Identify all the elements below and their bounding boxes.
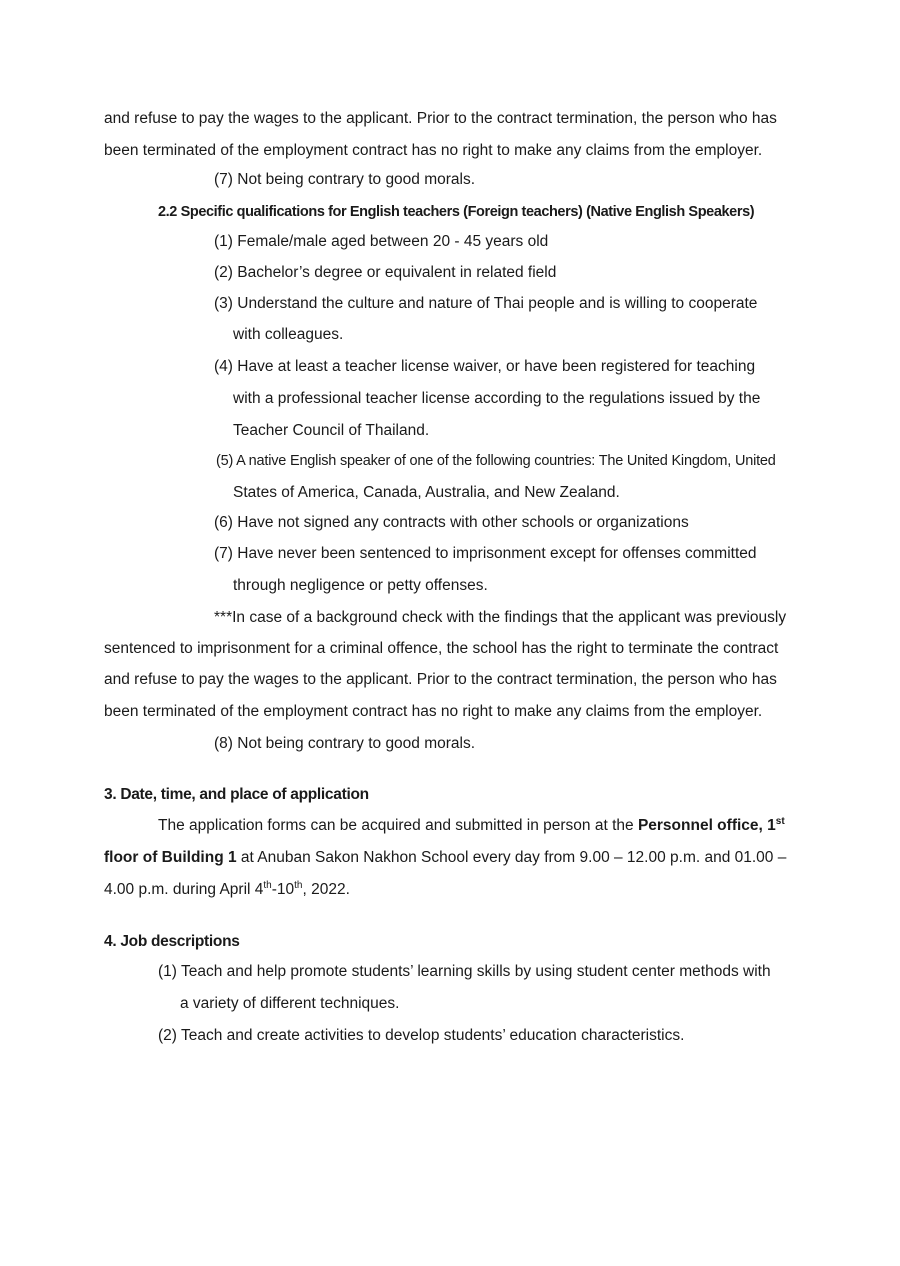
list-item: (7) Have never been sentenced to imprisonment except for offenses committed [214, 545, 757, 562]
note-line: and refuse to pay the wages to the applicant. Prior to the contract termination, the person who has [104, 671, 777, 688]
section-heading: 2.2 Specific qualifications for English teachers (Foreign teachers) (Native English Speakers) [158, 204, 755, 220]
office-location: Personnel office, 1 [637, 817, 776, 834]
section-heading: 3. Date, time, and place of application [104, 786, 369, 803]
list-item: (7) Not being contrary to good morals. [214, 171, 476, 188]
paragraph-line [104, 848, 786, 868]
building-location: floor of Building 1 [104, 849, 237, 866]
list-item: (2) Bachelor’s degree or equivalent in related field [214, 264, 557, 281]
paragraph-line [158, 816, 785, 836]
note-line: sentenced to imprisonment for a criminal offence, the school has the right to terminate the contract [104, 640, 779, 657]
list-item-continuation: with a professional teacher license according to the regulations issued by the [233, 390, 761, 407]
list-item: (2) Teach and create activities to develop students’ education characteristics. [158, 1027, 685, 1044]
paragraph-line [104, 880, 350, 900]
list-item-continuation: through negligence or petty offenses. [233, 577, 488, 594]
note-line: ***In case of a background check with the findings that the applicant was previously [214, 609, 787, 626]
paragraph-text: , 2022. [302, 881, 350, 898]
ordinal-suffix: th [294, 879, 303, 891]
paragraph-text: The application forms can be acquired and submitted in person at the [158, 817, 638, 834]
ordinal-suffix: th [263, 879, 272, 891]
paragraph-text: at Anuban Sakon Nakhon School every day from 9.00 – 12.00 p.m. and 01.00 – [236, 849, 787, 866]
note-line: been terminated of the employment contract has no right to make any claims from the employer. [104, 703, 763, 720]
list-item: (6) Have not signed any contracts with other schools or organizations [214, 514, 689, 531]
list-item: (3) Understand the culture and nature of Thai people and is willing to cooperate [214, 295, 758, 312]
paragraph-text: -10 [271, 881, 295, 898]
paragraph-line: been terminated of the employment contract has no right to make any claims from the employer. [104, 142, 763, 159]
list-item-continuation: Teacher Council of Thailand. [233, 422, 430, 439]
list-item-continuation: with colleagues. [233, 326, 344, 343]
paragraph-text: 4.00 p.m. during April 4 [104, 881, 264, 898]
list-item: (8) Not being contrary to good morals. [214, 735, 476, 752]
section-heading: 4. Job descriptions [104, 933, 240, 950]
ordinal-suffix: st [775, 815, 785, 827]
paragraph-line: and refuse to pay the wages to the applicant. Prior to the contract termination, the person who has [104, 110, 777, 127]
list-item-continuation: a variety of different techniques. [180, 995, 400, 1012]
list-item: (1) Teach and help promote students’ learning skills by using student center methods with [158, 963, 771, 980]
list-item: (5) A native English speaker of one of the following countries: The United Kingdom, United [216, 453, 776, 469]
list-item: (4) Have at least a teacher license waiver, or have been registered for teaching [214, 358, 756, 375]
list-item-continuation: States of America, Canada, Australia, and New Zealand. [233, 484, 620, 501]
list-item: (1) Female/male aged between 20 - 45 years old [214, 233, 549, 250]
